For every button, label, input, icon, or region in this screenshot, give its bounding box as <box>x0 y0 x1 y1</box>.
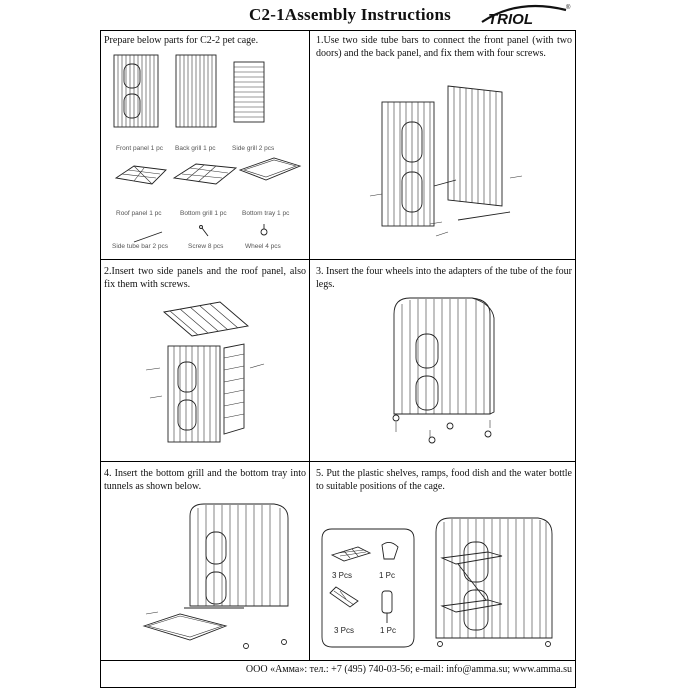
svg-text:®: ® <box>566 5 571 11</box>
part-label-screw: Screw 8 pcs <box>188 243 224 250</box>
shelves-quantity: 3 Pcs <box>332 571 353 580</box>
front-panel-drawing <box>114 55 158 127</box>
ramps-quantity: 3 Pcs <box>334 626 355 635</box>
document-title: C2-1Assembly Instructions <box>249 5 451 24</box>
part-label-bottom-grill: Bottom grill 1 pc <box>180 210 227 217</box>
part-label-bottom-tray: Bottom tray 1 pc <box>242 210 290 217</box>
back-grill-drawing <box>176 55 216 127</box>
step3-drawing <box>380 290 530 455</box>
part-label-tube-bar: Side tube bar 2 pcs <box>112 243 169 250</box>
step4-text: 4. Insert the bottom grill and the bottom tray into tunnels as shown below. <box>104 468 306 492</box>
step5-text: 5. Put the plastic shelves, ramps, food dish and the water bottle to suitable positions of the cage. <box>316 468 572 492</box>
part-label-side: Side grill 2 pcs <box>232 145 275 152</box>
step5-drawing <box>428 512 574 657</box>
svg-text:TRIOL: TRIOL <box>488 11 533 28</box>
screw-drawing <box>200 226 209 237</box>
side-grill-drawing <box>234 62 264 122</box>
step1-text: 1.Use two side tube bars to connect the front panel (with two doors) and the back panel, and fix them with four screws. <box>316 35 572 59</box>
column-divider <box>309 30 310 660</box>
part-label-back: Back grill 1 pc <box>175 145 216 152</box>
wheel-drawing <box>261 224 267 235</box>
accessories-box <box>318 525 418 653</box>
dish-quantity: 1 Pc <box>379 571 396 580</box>
step1-drawing <box>360 78 560 253</box>
parts-illustrations <box>104 50 304 255</box>
step3-text: 3. Insert the four wheels into the adapters of the tube of the four legs. <box>316 266 572 290</box>
part-label-wheel: Wheel 4 pcs <box>245 243 281 250</box>
tube-bar-drawing <box>134 232 162 242</box>
bottom-grill-drawing <box>174 164 236 184</box>
row-divider-2 <box>100 461 576 462</box>
part-label-front: Front panel 1 pc <box>116 145 163 152</box>
roof-panel-drawing <box>116 166 166 184</box>
row-divider-1 <box>100 259 576 260</box>
row-divider-3 <box>100 660 576 661</box>
contact-footer: ООО «Амма»: тел.: +7 (495) 740-03-56; e-mail: info@amma.su; www.amma.su <box>245 664 572 675</box>
step2-drawing <box>140 298 280 458</box>
part-label-roof: Roof panel 1 pc <box>116 210 162 217</box>
step4-drawing <box>134 496 304 656</box>
parts-heading: Prepare below parts for C2-2 pet cage. <box>104 35 259 46</box>
triol-logo <box>478 4 572 26</box>
step2-text: 2.Insert two side panels and the roof panel, also fix them with screws. <box>104 266 306 290</box>
bottle-quantity: 1 Pc <box>380 626 397 635</box>
bottom-tray-drawing <box>240 158 300 180</box>
